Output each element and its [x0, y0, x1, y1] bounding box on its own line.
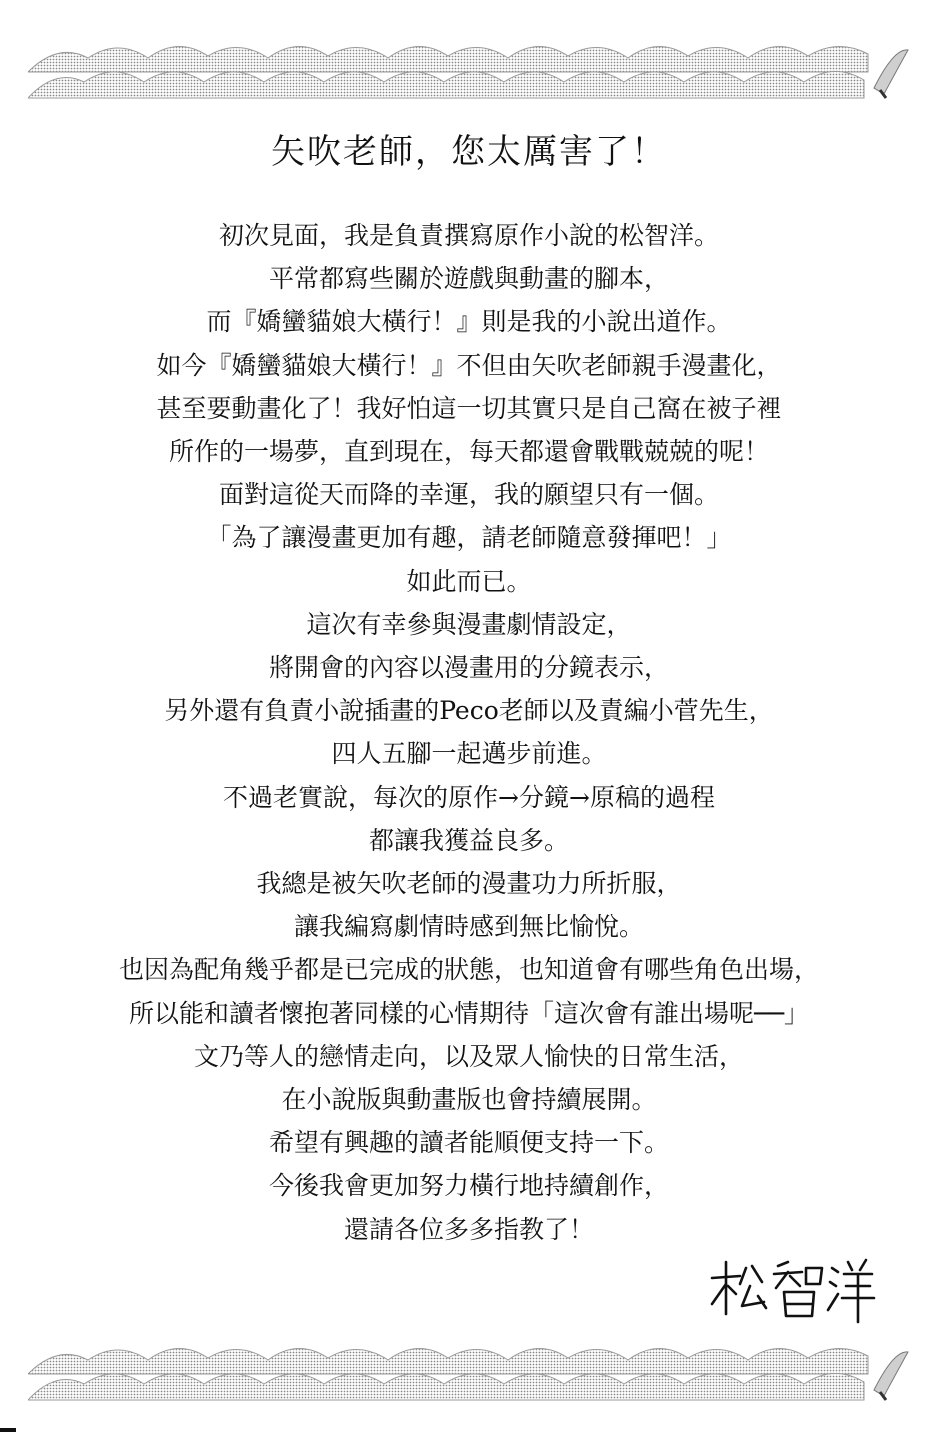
body-line: 而『嬌蠻貓娘大橫行！』則是我的小說出道作。 [206, 307, 732, 337]
body-line: 甚至要動畫化了！我好怕這一切其實只是自己窩在被子裡 [156, 393, 782, 423]
body-line: 希望有興趣的讀者能順便支持一下。 [268, 1128, 669, 1158]
body-line: 所作的一場夢，直到現在，每天都還會戰戰兢兢的呢！ [168, 437, 769, 467]
page-edge-mark [0, 1428, 16, 1432]
body-line: 所以能和讀者懷抱著同樣的心情期待「這次會有誰出場呢──」 [128, 998, 810, 1028]
body-line: 今後我會更加努力橫行地持續創作， [268, 1171, 669, 1201]
body-line: 面對這從天而降的幸運，我的願望只有一個。 [218, 480, 719, 510]
body-line: 如今『嬌蠻貓娘大橫行！』不但由矢吹老師親手漫畫化， [156, 350, 782, 380]
body-line: 還請各位多多指教了！ [343, 1214, 594, 1244]
body-line: 都讓我獲益良多。 [368, 825, 569, 855]
body-line: 如此而已。 [406, 566, 532, 596]
body-line: 另外還有負責小說插畫的Peco老師以及責編小菅先生， [164, 696, 774, 726]
body-line: 讓我編寫劇情時感到無比愉悅。 [293, 912, 644, 942]
body-line: 不過老實說，每次的原作→分鏡→原稿的過程 [223, 782, 715, 812]
body-line: 初次見面，我是負責撰寫原作小說的松智洋。 [218, 221, 719, 250]
body-line: 我總是被矢吹老師的漫畫功力所折服， [256, 869, 682, 899]
decorative-wave-border-bottom [28, 1330, 910, 1402]
body-line: 四人五腳一起邁步前進。 [331, 739, 607, 769]
handwritten-signature [706, 1256, 876, 1326]
body-line: 這次有幸參與漫畫劇情設定， [306, 609, 632, 639]
body-line: 平常都寫些關於遊戲與動畫的腳本， [268, 264, 669, 294]
body-line: 文乃等人的戀情走向，以及眾人愉快的日常生活， [193, 1041, 744, 1071]
body-line: 在小說版與動畫版也會持續展開。 [281, 1085, 657, 1115]
body-line: 也因為配角幾乎都是已完成的狀態，也知道會有哪些角色出場， [118, 955, 819, 985]
letter-body [60, 214, 878, 1251]
body-line: 將開會的內容以漫畫用的分鏡表示， [268, 653, 669, 683]
body-line: 「為了讓漫畫更加有趣，請老師隨意發揮吧！」 [206, 523, 732, 553]
page-title: 矢吹老師，您太厲害了！ [271, 132, 667, 172]
decorative-wave-border-top [28, 28, 910, 100]
